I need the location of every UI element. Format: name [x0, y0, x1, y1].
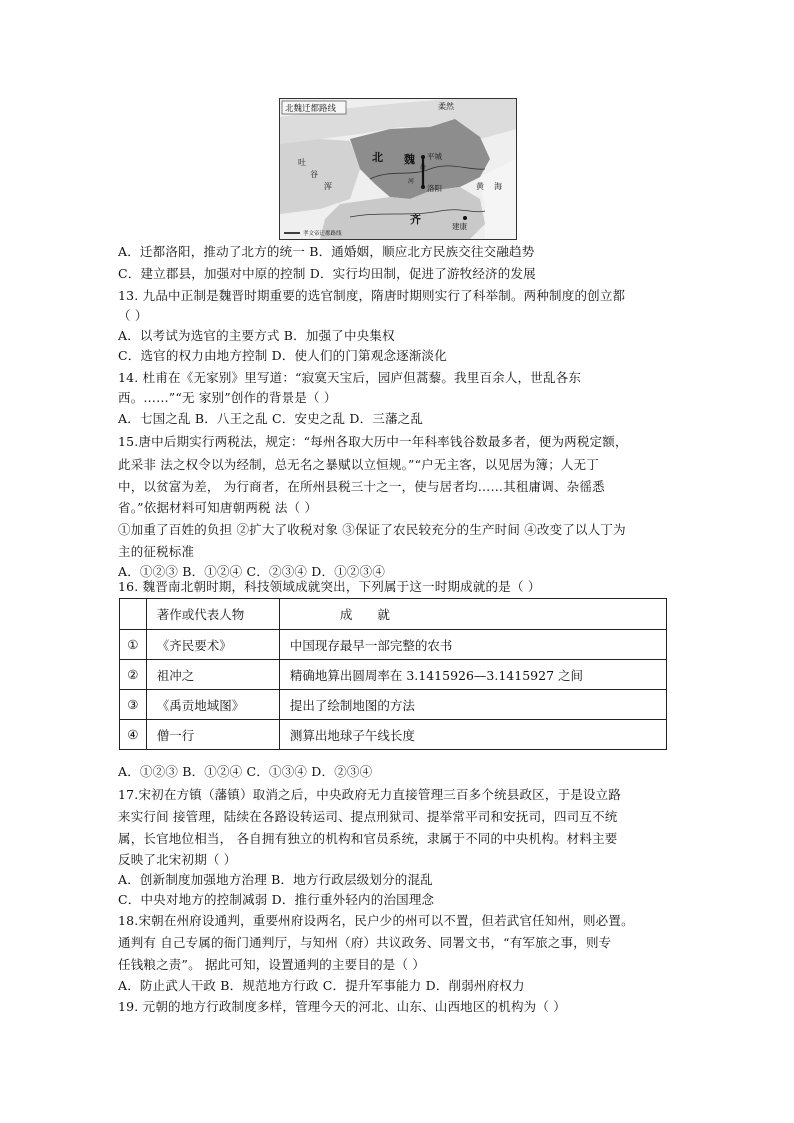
q13-options-ab: A．以考试为选官的主要方式 B．加强了中央集权	[118, 328, 395, 343]
q16-stem: 16. 魏晋南北朝时期，科技领域成就突出，下列属于这一时期成就的是（ ）	[118, 579, 541, 594]
map-label-qi: 齐	[410, 213, 421, 226]
q14-options: A．七国之乱 B．八王之乱 C．安史之乱 D．三藩之乱	[118, 411, 424, 426]
table-cell: ④	[120, 720, 147, 750]
table-row	[120, 660, 667, 690]
table-row	[120, 690, 667, 720]
table-cell: 提出了绘制地图的方法	[279, 690, 666, 720]
jiankang-city-marker	[463, 216, 467, 220]
map-legend-label: 孝文帝迁都路线	[303, 231, 342, 237]
table-cell: 测算出地球子午线长度	[279, 720, 666, 750]
table-cell: ③	[120, 690, 147, 720]
q17-options-cd: C．中央对地方的控制减弱 D．推行重外轻内的治国理念	[118, 892, 435, 907]
q13-stem: 13. 九品中正制是魏晋时期重要的选官制度，隋唐时期则实行了科举制。两种制度的创立都	[118, 288, 626, 303]
q17-stem-4: 反映了北宋初期（ ）	[118, 852, 237, 867]
map-title: 北魏迁都路线	[285, 104, 337, 114]
q18-stem-2: 通判有 自己专属的衙门通判厅，与知州（府）共议政务、同署文书，“有军旅之事，则专	[118, 935, 612, 950]
table-cell: 《齐民要术》	[146, 630, 279, 660]
q18-options: A．防止武人干政 B．规范地方行政 C．提升军事能力 D．削弱州府权力	[118, 978, 525, 993]
table-cell: 中国现存最早一部完整的农书	[279, 630, 666, 660]
q15-statements-cont: 主的征税标准	[118, 544, 195, 559]
map-label-luoyang: 洛阳	[427, 184, 442, 193]
table-cell: ①	[120, 630, 147, 660]
map-label-pingcheng: 平城	[427, 152, 442, 161]
map-label-fen: 汾	[420, 164, 427, 171]
northern-wei-map	[280, 99, 516, 239]
q15-stem-1: 15.唐中后期实行两税法，规定：“每州各取大历中一年科率钱谷数最多者，便为两税定额，	[118, 434, 628, 449]
table-cell: ②	[120, 660, 147, 690]
q15-statements: ①加重了百姓的负担 ②扩大了收税对象 ③保证了农民较充分的生产时间 ④改变了以人丁为	[118, 522, 626, 537]
map-label-rouran: 柔然	[438, 102, 454, 111]
table-cell: 精确地算出圆周率在 3.1415926—3.1415927 之间	[279, 660, 666, 690]
q15-stem-2: 此采非 法之权令以为经制，总无名之暴赋以立恒规。”“户无主客，以见居为簿；人无丁	[118, 457, 600, 472]
map-label-gu: 谷	[310, 170, 318, 179]
table-cell: 僧一行	[146, 720, 279, 750]
map-label-hun: 浑	[324, 182, 332, 191]
q14-stem: 14. 杜甫在《无家别》里写道：“寂寞天宝后，园庐但蒿藜。我里百余人，世乱各东	[118, 370, 582, 385]
q13-stem-blank: （ ）	[118, 308, 148, 323]
q18-stem-1: 18.宋朝在州府设通判，重要州府设两名，民户少的州可以不置，但若武官任知州，则必置。	[118, 913, 634, 928]
table-row	[120, 720, 667, 750]
table-header-cell: 成 就	[279, 599, 666, 630]
q17-options-ab: A．创新制度加强地方治理 B．地方行政层级划分的混乱	[118, 872, 433, 887]
q18-stem-3: 任钱粮之责”。 据此可知，设置通判的主要目的是（ ）	[118, 957, 426, 972]
table-cell: 祖冲之	[146, 660, 279, 690]
map-figure	[279, 98, 517, 240]
q15-stem-4: 省。”依据材料可知唐朝两税 法（ ）	[118, 500, 318, 515]
q13-options-cd: C．选官的权力由地方控制 D．使人们的门第观念逐渐淡化	[118, 348, 447, 363]
map-label-beiwei-2: 魏	[404, 153, 415, 166]
q17-stem-3: 属，长官地位相当， 各自拥有独立的机构和官员系统，隶属于不同的中央机构。材料主要	[118, 831, 618, 846]
luoyang-city-marker	[421, 185, 425, 189]
map-label-he: 河	[408, 178, 415, 185]
q15-stem-3: 中，以贫富为差， 为行商者，在所州县税三十之一，使与居者均……其租庸调、杂徭悉	[118, 479, 605, 494]
table-header-cell	[120, 599, 147, 630]
q12-options-cd: C．建立郡县，加强对中原的控制 D．实行均田制，促进了游牧经济的发展	[118, 266, 536, 281]
map-label-jiankang: 建康	[452, 222, 467, 231]
table-row	[120, 630, 667, 660]
table-header-cell: 著作或代表人物	[146, 599, 279, 630]
map-label-huanghai-2: 海	[494, 182, 502, 191]
q16-options: A．①②③ B．①②④ C．①③④ D．②③④	[118, 764, 373, 779]
q15-options: A．①②③ B．①②④ C．②③④ D．①②③④	[118, 564, 386, 579]
q19-stem: 19. 元朝的地方行政制度多样，管理今天的河北、山东、山西地区的机构为（ ）	[118, 999, 566, 1014]
q12-options-ab: A．迁都洛阳，推动了北方的统一 B．通婚姻，顺应北方民族交往交融趋势	[118, 244, 535, 259]
q17-stem-1: 17.宋初在方镇（藩镇）取消之后，中央政府无力直接管理三百多个统县政区，于是设立路	[118, 787, 622, 802]
map-label-tu: 吐	[298, 158, 306, 167]
achievements-table	[119, 598, 667, 750]
q17-stem-2: 来实行间 接管理，陆续在各路设转运司、提点刑狱司、提举常平司和安抚司，四司互不统	[118, 809, 618, 824]
map-label-huanghai-1: 黄	[476, 182, 484, 191]
table-header-row	[120, 599, 667, 630]
table-cell: 《禹贡地域图》	[146, 690, 279, 720]
map-label-beiwei-1: 北	[372, 151, 383, 164]
q14-stem-cont: 西。……”“无 家别”创作的背景是（ ）	[118, 390, 337, 405]
pingcheng-city-marker	[421, 155, 425, 159]
